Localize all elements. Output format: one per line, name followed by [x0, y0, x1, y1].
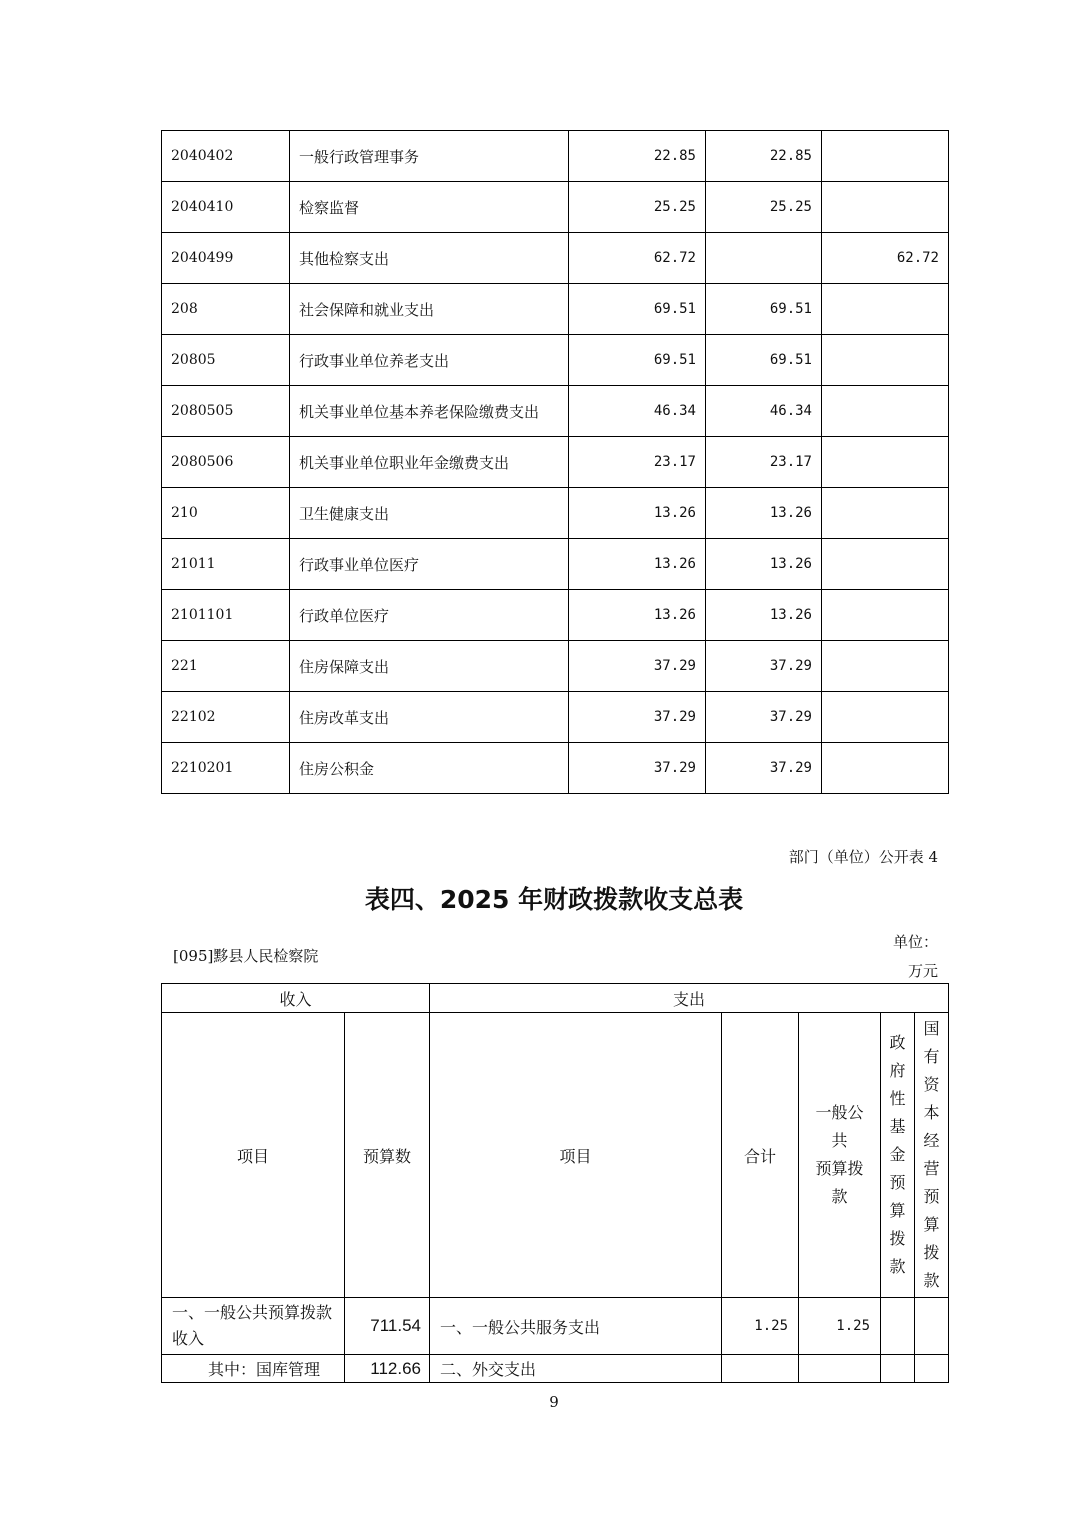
- table-row: [162, 590, 949, 641]
- total-cell: 37.29: [569, 692, 706, 743]
- state-capital-cell: [915, 1355, 949, 1383]
- table-row: [162, 743, 949, 794]
- table-row: [162, 641, 949, 692]
- code-cell: 2101101: [162, 590, 290, 641]
- project-cell: [822, 437, 949, 488]
- table-row: [162, 488, 949, 539]
- expenditure-header: 支出: [430, 984, 949, 1013]
- basic-cell: 13.26: [706, 590, 822, 641]
- table-row: [162, 539, 949, 590]
- code-cell: 2080505: [162, 386, 290, 437]
- general-cell: [799, 1355, 881, 1383]
- table-row: [162, 335, 949, 386]
- name-cell: 住房保障支出: [290, 641, 569, 692]
- exp-item-cell: 一、一般公共服务支出: [430, 1298, 722, 1355]
- income-amount-cell: 711.54: [345, 1298, 430, 1355]
- general-budget-header: 一般公 共 预算拨 款: [799, 1013, 881, 1298]
- exp-item-cell: 二、外交支出: [430, 1355, 722, 1383]
- unit-value: 万元: [907, 962, 938, 980]
- total-cell: [722, 1355, 799, 1383]
- name-cell: 卫生健康支出: [290, 488, 569, 539]
- total-cell: 1.25: [722, 1298, 799, 1355]
- name-cell: 行政事业单位医疗: [290, 539, 569, 590]
- code-cell: 2040499: [162, 233, 290, 284]
- total-header: 合计: [722, 1013, 799, 1298]
- name-cell: 检察监督: [290, 182, 569, 233]
- table-row: [162, 233, 949, 284]
- basic-cell: 25.25: [706, 182, 822, 233]
- project-cell: [822, 131, 949, 182]
- total-cell: 25.25: [569, 182, 706, 233]
- fiscal-summary-table: [161, 983, 949, 1383]
- project-cell: [822, 590, 949, 641]
- name-cell: 住房公积金: [290, 743, 569, 794]
- income-amount-cell: 112.66: [345, 1355, 430, 1383]
- page-title: 表四、2025 年财政拨款收支总表: [364, 885, 744, 914]
- total-cell: 69.51: [569, 284, 706, 335]
- project-cell: [822, 284, 949, 335]
- table-row: [162, 131, 949, 182]
- income-item-cell: 其中：国库管理: [162, 1355, 345, 1383]
- state-capital-header: 国 有 资 本 经 营 预 算 拨 款: [915, 1013, 949, 1298]
- basic-cell: 13.26: [706, 488, 822, 539]
- project-cell: [822, 488, 949, 539]
- total-cell: 23.17: [569, 437, 706, 488]
- project-cell: [822, 692, 949, 743]
- name-cell: 行政事业单位养老支出: [290, 335, 569, 386]
- total-cell: 13.26: [569, 488, 706, 539]
- expenditure-detail-body: [162, 131, 949, 794]
- total-cell: 22.85: [569, 131, 706, 182]
- general-cell: 1.25: [799, 1298, 881, 1355]
- code-cell: 2040402: [162, 131, 290, 182]
- table-row: [162, 182, 949, 233]
- table-row: [162, 284, 949, 335]
- project-cell: [822, 641, 949, 692]
- project-cell: [822, 335, 949, 386]
- name-cell: 一般行政管理事务: [290, 131, 569, 182]
- basic-cell: 22.85: [706, 131, 822, 182]
- total-cell: 46.34: [569, 386, 706, 437]
- name-cell: 社会保障和就业支出: [290, 284, 569, 335]
- budget-header: 预算数: [345, 1013, 430, 1298]
- code-cell: 21011: [162, 539, 290, 590]
- organization-name: [095]黟县人民检察院: [173, 947, 319, 965]
- name-cell: 住房改革支出: [290, 692, 569, 743]
- expenditure-detail-table: [161, 130, 949, 794]
- total-cell: 37.29: [569, 743, 706, 794]
- project-cell: 62.72: [822, 233, 949, 284]
- code-cell: 2080506: [162, 437, 290, 488]
- code-cell: 210: [162, 488, 290, 539]
- basic-cell: 37.29: [706, 692, 822, 743]
- income-item-cell: 一、一般公共预算拨款收入: [162, 1298, 345, 1355]
- gov-fund-cell: [881, 1355, 915, 1383]
- basic-cell: [706, 233, 822, 284]
- name-cell: 机关事业单位职业年金缴费支出: [290, 437, 569, 488]
- code-cell: 22102: [162, 692, 290, 743]
- table-row: [162, 386, 949, 437]
- project-cell: [822, 182, 949, 233]
- project-cell: [822, 743, 949, 794]
- total-cell: 13.26: [569, 539, 706, 590]
- code-cell: 2040410: [162, 182, 290, 233]
- table-tag: 部门（单位）公开表 4: [788, 848, 938, 866]
- basic-cell: 69.51: [706, 335, 822, 386]
- unit-label: 单位：: [892, 933, 938, 951]
- basic-cell: 23.17: [706, 437, 822, 488]
- basic-cell: 13.26: [706, 539, 822, 590]
- code-cell: 221: [162, 641, 290, 692]
- page-number: 9: [549, 1393, 559, 1411]
- table-row: [162, 692, 949, 743]
- total-cell: 37.29: [569, 641, 706, 692]
- state-capital-cell: [915, 1298, 949, 1355]
- project-cell: [822, 386, 949, 437]
- total-cell: 62.72: [569, 233, 706, 284]
- basic-cell: 37.29: [706, 641, 822, 692]
- basic-cell: 46.34: [706, 386, 822, 437]
- table-row: [162, 437, 949, 488]
- name-cell: 机关事业单位基本养老保险缴费支出: [290, 386, 569, 437]
- basic-cell: 37.29: [706, 743, 822, 794]
- total-cell: 69.51: [569, 335, 706, 386]
- total-cell: 13.26: [569, 590, 706, 641]
- gov-fund-cell: [881, 1298, 915, 1355]
- code-cell: 20805: [162, 335, 290, 386]
- project-cell: [822, 539, 949, 590]
- code-cell: 208: [162, 284, 290, 335]
- name-cell: 行政单位医疗: [290, 590, 569, 641]
- basic-cell: 69.51: [706, 284, 822, 335]
- gov-fund-header: 政 府 性 基 金 预 算 拨 款: [881, 1013, 915, 1298]
- income-header: 收入: [162, 984, 430, 1013]
- exp-item-header: 项目: [430, 1013, 722, 1298]
- name-cell: 其他检察支出: [290, 233, 569, 284]
- income-item-header: 项目: [162, 1013, 345, 1298]
- code-cell: 2210201: [162, 743, 290, 794]
